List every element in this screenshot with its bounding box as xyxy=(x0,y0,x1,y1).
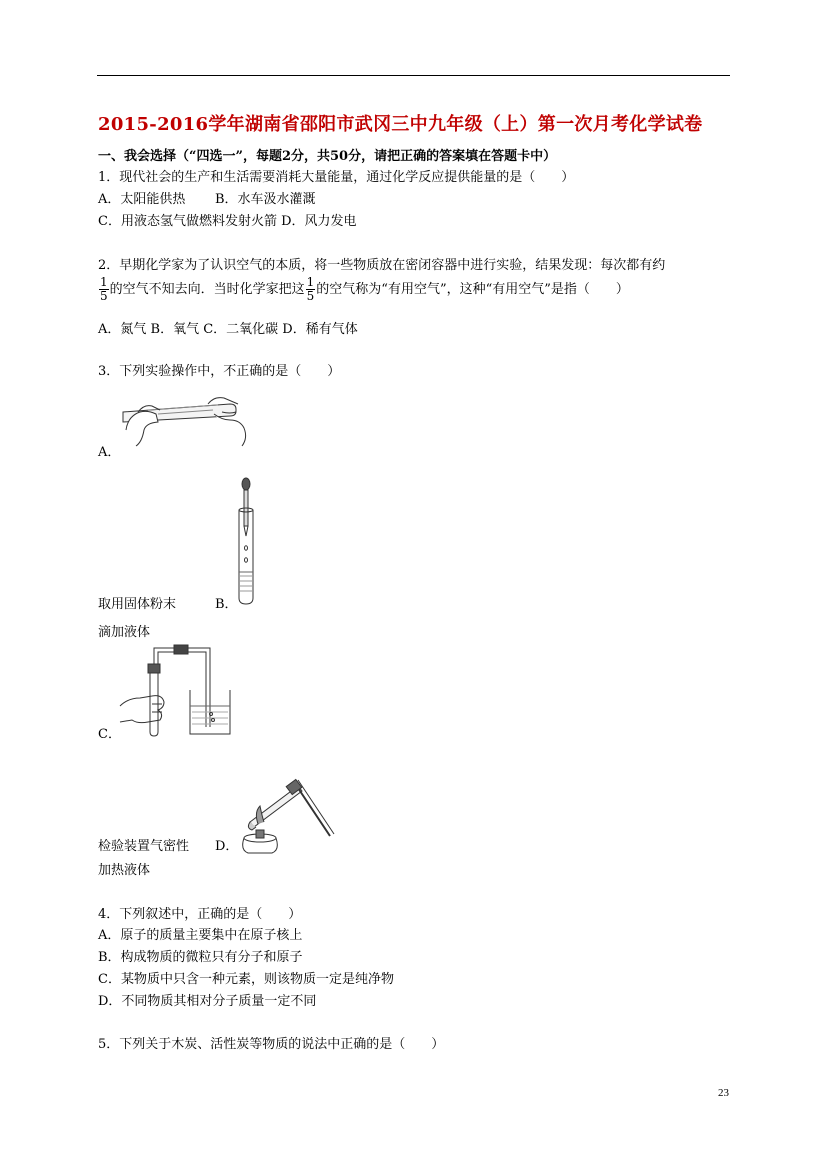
q3-c-caption: 检验装置气密性 xyxy=(98,839,190,854)
q1-option-b: B．水车汲水灌溉 xyxy=(215,192,316,207)
heating-liquid-figure xyxy=(236,778,336,856)
q4-stem: 4．下列叙述中，正确的是（ ） xyxy=(98,907,302,922)
q3-b-caption: 滴加液体 xyxy=(98,625,151,640)
q3-a-caption: 取用固体粉末 xyxy=(98,597,177,612)
q5-stem: 5．下列关于木炭、活性炭等物质的说法中正确的是（ ） xyxy=(98,1037,445,1052)
section-heading: 一、我会选择（“四选一”，每题2分，共50分，请把正确的答案填在答题卡中） xyxy=(98,149,557,164)
q3-d-letter: D． xyxy=(215,839,239,854)
dropper-figure xyxy=(232,476,260,606)
q3-d-caption: 加热液体 xyxy=(98,863,151,878)
q1-option-cd: C．用液态氢气做燃料发射火箭 D．风力发电 xyxy=(98,214,357,229)
q3-b-letter: B． xyxy=(215,597,238,612)
q2-line1: 2．早期化学家为了认识空气的本质，将一些物质放在密闭容器中进行实验，结果发现：每次都有约 xyxy=(98,258,666,273)
airtightness-figure xyxy=(118,642,243,737)
q1-option-a: A．太阳能供热 xyxy=(98,192,186,207)
fraction-numerator: 1 xyxy=(306,275,315,289)
q2-segment-2: 的空气称为“有用空气”，这种“有用空气”是指（ ） xyxy=(316,282,629,297)
page-title: 2015-2016学年湖南省邵阳市武冈三中九年级（上）第一次月考化学试卷 xyxy=(98,114,703,135)
fraction-one-fifth xyxy=(99,276,109,303)
q2-line2 xyxy=(98,276,629,303)
q2-options: A．氮气 B．氧气 C．二氧化碳 D．稀有气体 xyxy=(98,322,358,337)
q4-option-c: C．某物质中只含一种元素，则该物质一定是纯净物 xyxy=(98,972,394,987)
q3-a-letter: A． xyxy=(98,445,121,460)
fraction-numerator: 1 xyxy=(100,275,108,289)
fraction-one-fifth-2 xyxy=(306,276,316,303)
q3-c-letter: C． xyxy=(98,727,121,742)
fraction-denominator: 5 xyxy=(100,289,108,303)
q4-option-a: A．原子的质量主要集中在原子核上 xyxy=(98,928,303,943)
q1-stem: 1．现代社会的生产和生活需要消耗大量能量，通过化学反应提供能量的是（ ） xyxy=(98,170,575,185)
q3-stem: 3．下列实验操作中，不正确的是（ ） xyxy=(98,364,341,379)
q4-option-b: B．构成物质的微粒只有分子和原子 xyxy=(98,950,303,965)
fraction-denominator: 5 xyxy=(306,289,315,303)
q4-option-d: D．不同物质其相对分子质量一定不同 xyxy=(98,994,317,1009)
test-tube-powder-figure xyxy=(118,390,253,450)
page-number: 23 xyxy=(718,1087,729,1099)
q2-segment-1: 的空气不知去向．当时化学家把这 xyxy=(109,282,305,297)
header-rule xyxy=(97,75,730,76)
